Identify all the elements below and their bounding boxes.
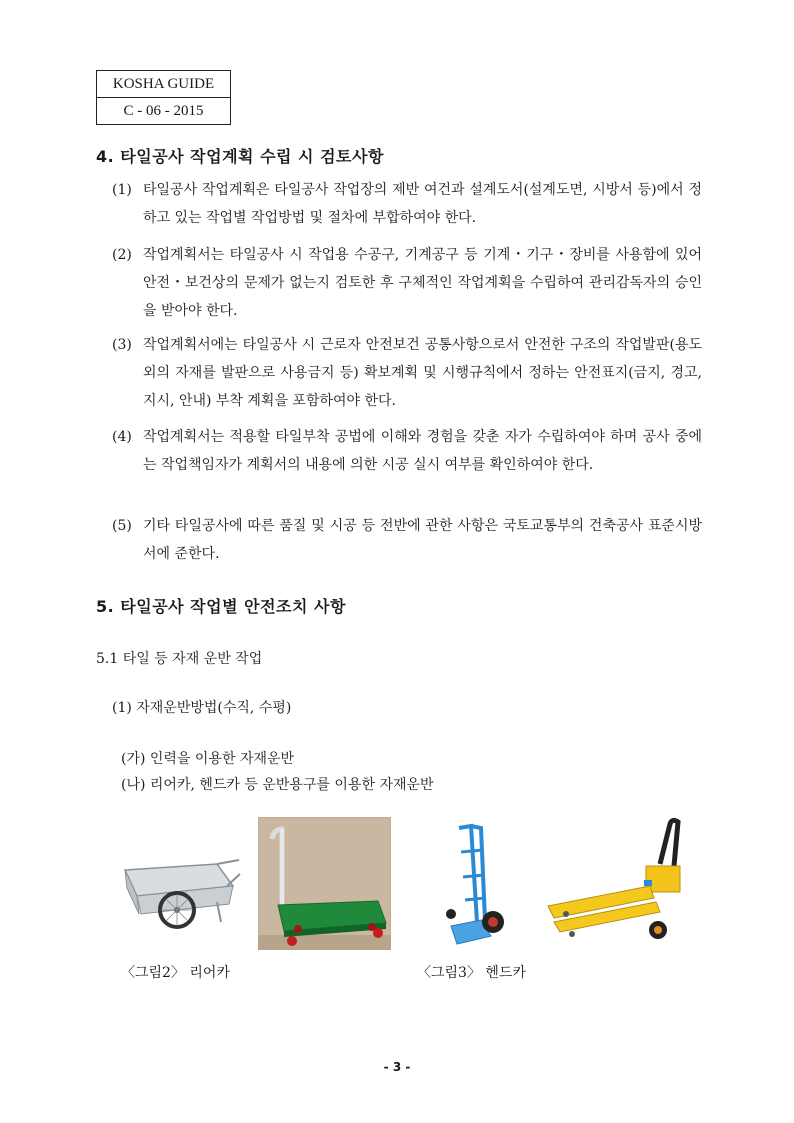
item-number: (1)	[112, 182, 132, 198]
hand-truck-image	[441, 822, 505, 946]
item-number: (3)	[112, 337, 132, 353]
guide-name: KOSHA GUIDE	[112, 76, 215, 92]
item-text: 타일공사 작업계획은 타일공사 작업장의 제반 여건과 설계도서(설계도면, 시방서 등)에서 정하고 있는 작업별 작업방법 및 절차에 부합하여야 한다.	[143, 182, 702, 226]
figure-3-caption: 〈그림3〉 헨드카	[417, 965, 526, 981]
section-4-item-2	[112, 241, 702, 325]
item-number: (2)	[112, 247, 132, 263]
item-text: 기타 타일공사에 따른 품질 및 시공 등 전반에 관한 사항은 국토교통부의 건축공사 표준시방서에 준한다.	[143, 518, 702, 562]
item-text: 작업계획서는 적용할 타일부착 공법에 이해와 경험을 갖춘 자가 수립하여야 하며 공사 중에는 작업책임자가 계획서의 내용에 의한 시공 실시 여부를 확인하여야 한다.	[143, 429, 702, 473]
section-5-title: 5. 타일공사 작업별 안전조치 사항	[96, 597, 346, 616]
wheelbarrow-image	[117, 852, 241, 930]
figure-2-caption: 〈그림2〉 리어카	[121, 965, 230, 981]
item-number: (5)	[112, 518, 132, 534]
guide-code: C - 06 - 2015	[97, 97, 230, 124]
section-4-item-1	[112, 176, 702, 232]
section-4-item-3	[112, 331, 702, 415]
guide-header-box	[96, 70, 231, 125]
item-number: (4)	[112, 429, 132, 445]
platform-cart-image	[258, 817, 391, 950]
manual-transport-line: (가) 인력을 이용한 자재운반	[121, 751, 295, 767]
item-text: 작업계획서는 타일공사 시 작업용 수공구, 기계공구 등 기계・기구・장비를 사용함에 있어 안전・보건상의 문제가 없는지 검토한 후 구체적인 작업계획을 수립하여 관리감독자의 승인을 받아야 한다.	[143, 247, 702, 319]
equipment-transport-line: (나) 리어카, 헨드카 등 운반용구를 이용한 자재운반	[121, 777, 434, 793]
pallet-jack-image	[546, 818, 687, 944]
transport-method-item: (1) 자재운반방법(수직, 수평)	[112, 700, 292, 716]
page-number: - 3 -	[383, 1060, 411, 1074]
section-4-item-4	[112, 423, 702, 479]
subsection-5-1-heading: 5.1 타일 등 자재 운반 작업	[96, 651, 263, 667]
item-text: 작업계획서에는 타일공사 시 근로자 안전보건 공통사항으로서 안전한 구조의 작업발판(용도외의 자재를 발판으로 사용금지 등) 확보계획 및 시행규칙에서 정하는 안전표지(금지, 경고, 지시, 안내) 부착 계획을 포함하여야 한다.	[143, 337, 702, 409]
section-4-title: 4. 타일공사 작업계획 수립 시 검토사항	[96, 147, 384, 166]
section-4-item-5	[112, 512, 702, 568]
